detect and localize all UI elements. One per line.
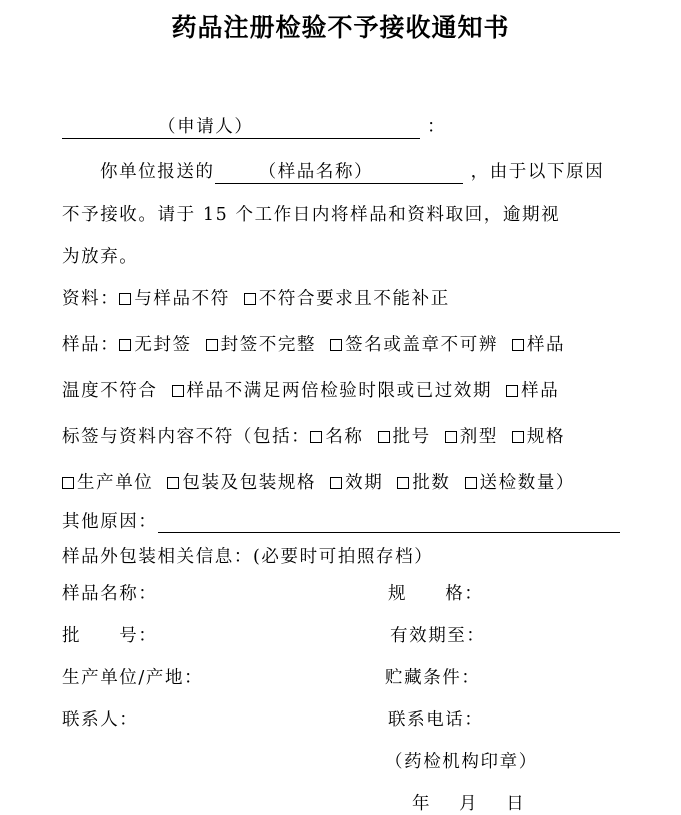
field-sample-name: 样品名称： (62, 584, 158, 604)
packaging-info: 样品外包装相关信息：(必要时可拍照存档） (62, 547, 434, 567)
sample-option: 签名或盖章不可辨 (345, 335, 498, 355)
sample-option: 送检数量） (479, 473, 576, 493)
checkbox[interactable] (206, 339, 218, 351)
materials-row (62, 285, 450, 310)
materials-option: 不符合要求且不能补正 (258, 289, 450, 309)
sample-option: 生产单位 (77, 473, 154, 493)
checkbox[interactable] (310, 431, 322, 443)
checkbox[interactable] (378, 431, 390, 443)
date-day: 日 (506, 794, 526, 814)
applicant-label: （申请人） (158, 117, 254, 137)
sample-option: 无封签 (134, 335, 192, 355)
intro-line-1 (100, 158, 604, 184)
checkbox[interactable] (512, 431, 524, 443)
checkbox[interactable] (330, 339, 342, 351)
field-contact: 联系人： (62, 710, 139, 730)
checkbox[interactable] (172, 385, 184, 397)
intro-line-2: 不予接收。请于 15 个工作日内将样品和资料取回，逾期视 (62, 205, 561, 225)
applicant-line (62, 113, 446, 139)
sample-option: 样品 (521, 381, 560, 401)
checkbox[interactable] (119, 293, 131, 305)
intro-prefix: 你单位报送的 (100, 162, 215, 182)
other-reason-label: 其他原因： (62, 512, 158, 532)
checkbox[interactable] (62, 477, 74, 489)
field-manufacturer: 生产单位/产地： (62, 668, 204, 688)
samples-line-4 (62, 469, 575, 494)
samples-line-2 (62, 377, 559, 402)
sample-option: 名称 (325, 427, 364, 447)
field-storage: 贮藏条件： (385, 668, 481, 688)
field-spec: 规 格： (388, 584, 484, 604)
checkbox[interactable] (512, 339, 524, 351)
applicant-blank[interactable] (62, 113, 420, 139)
sample-option: 批号 (392, 427, 431, 447)
field-phone: 联系电话： (388, 710, 484, 730)
materials-label: 资料： (62, 289, 120, 309)
sample-option: 批数 (412, 473, 451, 493)
sample-option: 包装及包装规格 (182, 473, 317, 493)
field-expiry: 有效期至： (390, 626, 486, 646)
checkbox[interactable] (397, 477, 409, 489)
checkbox[interactable] (119, 339, 131, 351)
field-batch: 批 号： (62, 626, 158, 646)
checkbox[interactable] (330, 477, 342, 489)
checkbox[interactable] (167, 477, 179, 489)
other-reason-blank[interactable] (158, 512, 620, 533)
materials-option: 与样品不符 (134, 289, 230, 309)
intro-suffix: ，由于以下原因 (470, 162, 605, 182)
sample-option: 剂型 (459, 427, 498, 447)
sample-option: 样品 (526, 335, 566, 355)
applicant-colon: ： (427, 117, 447, 137)
intro-line-3: 为放弃。 (62, 247, 139, 267)
checkbox[interactable] (445, 431, 457, 443)
checkbox[interactable] (465, 477, 477, 489)
checkbox[interactable] (244, 293, 256, 305)
samples-line-3 (62, 423, 565, 448)
sample-option: 封签不完整 (220, 335, 317, 355)
samples-line-1 (62, 331, 565, 356)
date-line (412, 790, 525, 815)
sample-option: 温度不符合 (62, 381, 158, 401)
seal-label: （药检机构印章） (385, 752, 538, 772)
sample-option: 效期 (345, 473, 384, 493)
sample-name-label: （样品名称） (258, 162, 374, 182)
checkbox[interactable] (506, 385, 518, 397)
other-reason-row (62, 508, 620, 533)
samples-label: 样品： (62, 335, 120, 355)
document-title: 药品注册检验不予接收通知书 (171, 13, 510, 42)
sample-name-blank[interactable] (215, 158, 463, 184)
sample-option: 规格 (526, 427, 566, 447)
sample-option: 样品不满足两倍检验时限或已过效期 (186, 381, 493, 401)
date-month: 月 (459, 794, 479, 814)
sample-option: 标签与资料内容不符（包括： (62, 427, 311, 447)
date-year: 年 (412, 794, 432, 814)
